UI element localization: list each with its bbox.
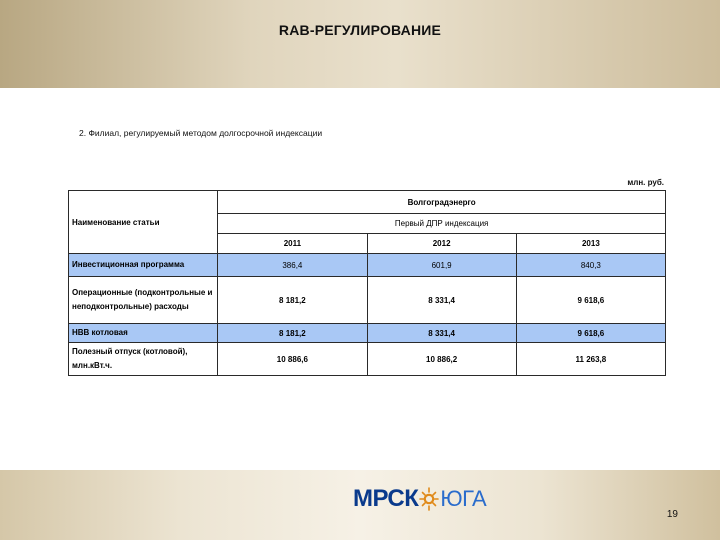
- table-cell: 10 886,2: [368, 343, 516, 375]
- period-header: Первый ДПР индексация: [218, 214, 665, 233]
- table-cell: 8 331,4: [368, 324, 516, 342]
- table-row: [69, 254, 665, 276]
- table-cell: 9 618,6: [517, 324, 665, 342]
- row-label: НВВ котловая: [69, 324, 217, 342]
- row-label: Полезный отпуск (котловой), млн.кВт.ч.: [69, 343, 217, 375]
- units-label: млн. руб.: [627, 178, 664, 187]
- logo-text-secondary: ЮГА: [440, 486, 487, 511]
- table-cell: 8 331,4: [368, 277, 516, 323]
- table-row: [69, 277, 665, 323]
- table-cell: 8 181,2: [218, 277, 366, 323]
- sun-emblem-icon: [419, 486, 439, 512]
- logo-text-primary: МРСК: [353, 485, 419, 512]
- page-number: 19: [666, 509, 678, 520]
- table-row: [69, 343, 665, 375]
- year-header: 2013: [517, 234, 665, 253]
- table-cell: 9 618,6: [517, 277, 665, 323]
- table-row: [69, 324, 665, 342]
- table-cell: 10 886,6: [218, 343, 366, 375]
- section-subtitle: 2. Филиал, регулируемый методом долгосрочной индексации: [79, 128, 323, 138]
- column-header-name: Наименование статьи: [69, 191, 217, 253]
- year-header: 2011: [218, 234, 366, 253]
- company-header: Волгоградэнерго: [218, 191, 665, 213]
- year-header: 2012: [368, 234, 516, 253]
- company-logo: [353, 484, 486, 514]
- table-cell: 840,3: [517, 254, 665, 276]
- table-cell: 386,4: [218, 254, 366, 276]
- row-label: Операционные (подконтрольные и неподконтрольные) расходы: [69, 277, 217, 323]
- data-table: [68, 190, 666, 376]
- row-label: Инвестиционная программа: [69, 254, 217, 276]
- table-cell: 601,9: [368, 254, 516, 276]
- header-band: [0, 0, 720, 88]
- slide-title: RAB-РЕГУЛИРОВАНИЕ: [278, 22, 442, 38]
- table-cell: 11 263,8: [517, 343, 665, 375]
- table-cell: 8 181,2: [218, 324, 366, 342]
